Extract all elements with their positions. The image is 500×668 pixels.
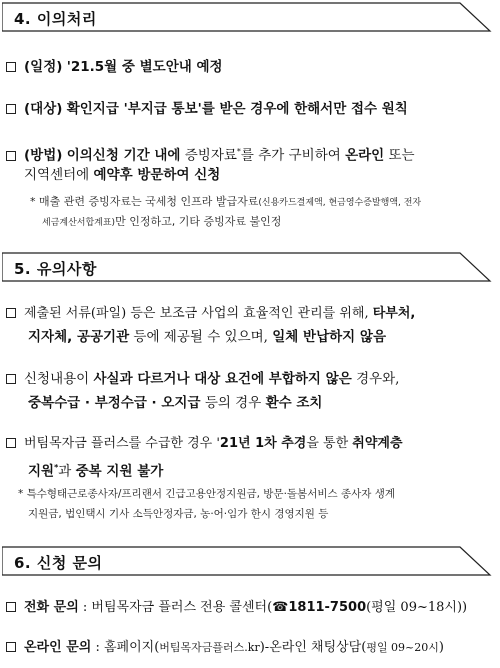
checkbox-icon xyxy=(6,151,16,161)
checkbox-icon xyxy=(6,602,16,612)
caution-item-2: 신청내용이 사실과 다르거나 대상 요건에 부합하지 않은 경우와, xyxy=(6,366,492,393)
section-4-header xyxy=(2,2,492,32)
section-4-title: 4. 이의처리 xyxy=(14,10,97,28)
checkbox-icon xyxy=(6,374,16,384)
caution-item-2-line2: 중복수급 · 부정수급 · 오지급 등의 경우 환수 조치 xyxy=(28,395,323,411)
checkbox-icon xyxy=(6,62,16,72)
support-note: * 특수형태근로종사자/프리랜서 긴급고용안정지원금, 방문·돌봄서비스 종사자 생계 xyxy=(18,488,396,500)
section-6-title: 6. 신청 문의 xyxy=(14,554,103,572)
online-inquiry: 온라인 문의 : 홈페이지(버팀목자금플러스.kr)-온라인 채팅상담(평일 09~20시) xyxy=(6,634,492,661)
support-note-line2: 지원금, 법인택시 기사 소득안정자금, 농·어·임가 한시 경영지원 등 xyxy=(28,508,329,520)
evidence-note: * 매출 관련 증빙자료는 국세청 인프라 발급자료(신용카드결제액, 현금영수증발행액, 전자 xyxy=(30,195,422,208)
caution-item-3: 버팀목자금 플러스를 수급한 경우 '21년 1차 추경을 통한 취약계층 xyxy=(6,430,492,457)
method-item-line2: 지역센터에 예약후 방문하여 신청 xyxy=(24,167,221,183)
phone-inquiry: 전화 문의 : 버팀목자금 플러스 전용 콜센터(☎1811-7500(평일 09~18시)) xyxy=(6,594,492,621)
phone-number[interactable]: ☎1811-7500 xyxy=(272,600,367,615)
checkbox-icon xyxy=(6,642,16,652)
checkbox-icon xyxy=(6,308,16,318)
caution-item-1: 제출된 서류(파일) 등은 보조금 사업의 효율적인 관리를 위해, 타부처, xyxy=(6,300,492,327)
evidence-note-line2: 세금계산서합계표)만 인정하고, 기타 증빙자료 불인정 xyxy=(42,215,282,228)
method-item: (방법) 이의신청 기간 내에 증빙자료*를 추가 구비하여 온라인 또는 xyxy=(6,138,492,170)
checkbox-icon xyxy=(6,438,16,448)
section-5-header xyxy=(2,252,492,282)
caution-item-1-line2: 지자체, 공공기관 등에 제공될 수 있으며, 일체 반납하지 않음 xyxy=(28,329,386,345)
section-6-header xyxy=(2,546,492,576)
section-5-title: 5. 유의사항 xyxy=(14,260,97,278)
caution-item-3-line2: 지원*과 중복 지원 불가 xyxy=(28,463,164,480)
website-link[interactable]: 버팀목자금플러스.kr xyxy=(159,641,260,654)
schedule-item: (일정) '21.5월 중 별도안내 예정 xyxy=(6,54,492,81)
checkbox-icon xyxy=(6,104,16,114)
target-item: (대상) 확인지급 '부지급 통보'를 받은 경우에 한해서만 접수 원칙 xyxy=(6,96,492,123)
